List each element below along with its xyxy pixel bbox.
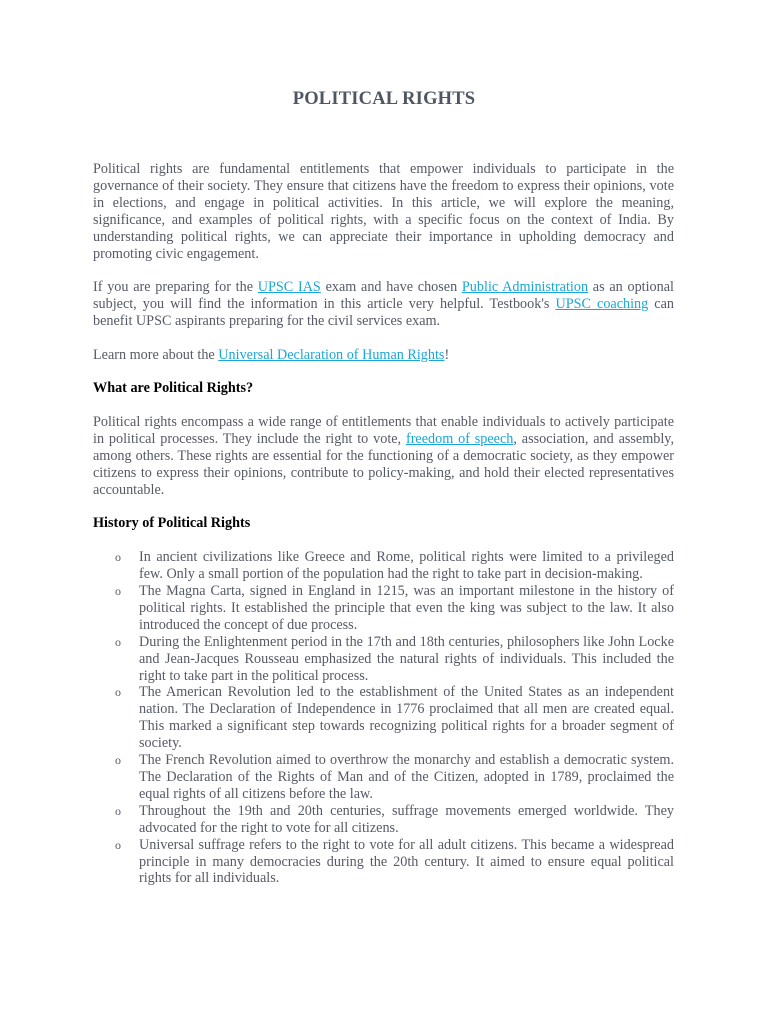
udhr-link[interactable]: Universal Declaration of Human Rights bbox=[218, 346, 445, 363]
freedom-of-speech-link[interactable]: freedom of speech bbox=[405, 431, 514, 448]
bullet-icon: o bbox=[115, 634, 121, 649]
list-item bbox=[93, 752, 674, 803]
list-item-text: During the Enlightenment period in the 17th and 18th centuries, philosophers like John Locke and Jean-Jacques Rousseau emphasized the natural rights of individuals. This included the right to take part in the political process. bbox=[139, 633, 674, 684]
bullet-icon: o bbox=[115, 584, 121, 598]
list-item-text: The American Revolution led to the establishment of the United States as an independent nation. The Declaration of Independence in 1776 proclaimed that all men are created equal. This marked a significant step towards recognizing political rights for a broader segment of society. bbox=[139, 684, 674, 752]
intro-paragraph: Political rights are fundamental entitlements that empower individuals to participate in the governance of their society. They ensure that citizens have the freedom to express their opinions, vote in elections, and engage in political activities. In this article, we will explore the meaning, significance, and examples of political rights, with a specific focus on the context of India. By understanding political rights, we can appreciate their importance in upholding democracy and promoting civic engagement. bbox=[93, 161, 674, 262]
bullet-icon: o bbox=[115, 685, 121, 700]
upsc-coaching-link[interactable]: UPSC coaching bbox=[555, 296, 649, 313]
history-list bbox=[93, 549, 674, 887]
learn-more-paragraph bbox=[93, 347, 674, 364]
article-body bbox=[93, 161, 674, 887]
list-item-text: Throughout the 19th and 20th centuries, suffrage movements emerged worldwide. They advocated for the right to vote for all citizens. bbox=[139, 802, 674, 836]
list-item-text: The French Revolution aimed to overthrow the monarchy and establish a democratic system. The Declaration of the Rights of Man and of the Citizen, adopted in 1789, proclaimed the equal rights of all citizens before the law. bbox=[139, 752, 674, 802]
list-item bbox=[93, 803, 674, 837]
public-administration-link[interactable]: Public Administration bbox=[461, 279, 589, 296]
what-are-text-1: Political rights encompass a wide range of entitlements that enable individuals to actively participate in political processes. They include the right to vote, bbox=[93, 414, 674, 448]
prep-text-3: as an optional subject, you will find the information in this article very helpful. Testbook's bbox=[93, 279, 674, 313]
list-item bbox=[93, 684, 674, 752]
section-heading-history: History of Political Rights bbox=[93, 515, 251, 532]
bullet-icon: o bbox=[115, 753, 121, 768]
list-item-text: Universal suffrage refers to the right to vote for all adult citizens. This became a widespread principle in many democracies during the 20th century. It aimed to ensure equal political rights for all individuals. bbox=[139, 836, 674, 887]
list-item-text: In ancient civilizations like Greece and Rome, political rights were limited to a privileged few. Only a small portion of the population had the right to take part in decision-making. bbox=[139, 549, 674, 583]
list-item bbox=[93, 583, 674, 634]
prep-text-2: exam and have chosen bbox=[320, 279, 462, 296]
list-item bbox=[93, 837, 674, 888]
bullet-icon: o bbox=[115, 803, 121, 818]
list-item bbox=[93, 549, 674, 583]
learn-text-2: ! bbox=[444, 346, 450, 363]
section-heading-what-are: What are Political Rights? bbox=[93, 380, 254, 397]
page-title: POLITICAL RIGHTS bbox=[292, 89, 476, 109]
bullet-icon: o bbox=[115, 550, 121, 565]
list-item bbox=[93, 634, 674, 685]
list-item-text: The Magna Carta, signed in England in 1215, was an important milestone in the history of political rights. It established the principle that even the king was subject to the law. It also introduced the concept of due process. bbox=[139, 583, 674, 633]
bullet-icon: o bbox=[115, 837, 121, 852]
prep-paragraph bbox=[93, 279, 674, 330]
prep-text-1: If you are preparing for the bbox=[93, 279, 258, 296]
what-are-text-2: , association, and assembly, among others. These rights are essential for the functioning of a democratic society, as they empower citizens to express their opinions, contribute to policy-making, and hold their elected representatives accountable. bbox=[93, 431, 674, 498]
what-are-paragraph bbox=[93, 414, 674, 499]
prep-text-4: can benefit UPSC aspirants preparing for the civil services exam. bbox=[93, 296, 674, 330]
upsc-ias-link[interactable]: UPSC IAS bbox=[257, 279, 321, 296]
learn-text-1: Learn more about the bbox=[93, 346, 219, 363]
